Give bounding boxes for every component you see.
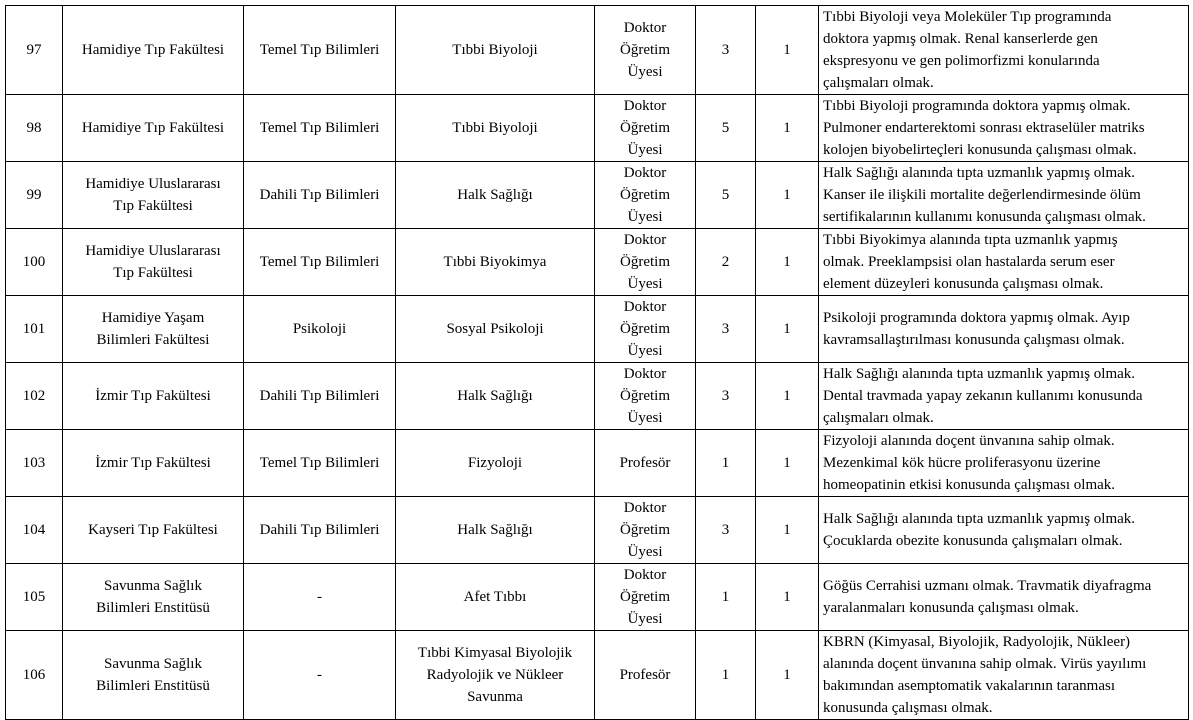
title-line: Doktor <box>623 500 667 516</box>
department-cell: - <box>244 564 396 631</box>
title-line: Öğretim <box>620 187 670 203</box>
title-line: Doktor <box>623 567 667 583</box>
count-cell: 3 <box>696 497 756 564</box>
table-row <box>6 162 1189 229</box>
row-number: 103 <box>6 430 63 497</box>
field-line: Halk Sağlığı <box>457 187 533 203</box>
row-number: 98 <box>6 95 63 162</box>
department-cell: Dahili Tıp Bilimleri <box>244 363 396 430</box>
title-line: Öğretim <box>620 321 670 337</box>
faculty-line: Hamidiye Tıp Fakültesi <box>81 42 225 58</box>
field-cell <box>396 564 595 631</box>
row-number: 104 <box>6 497 63 564</box>
field-line: Savunma <box>467 689 523 705</box>
title-line: Doktor <box>623 299 667 315</box>
department-cell: - <box>244 631 396 720</box>
requirement-line: Çocuklarda obezite konusunda çalışmaları olmak. <box>823 533 1123 549</box>
requirement-line: çalışmaları olmak. <box>823 75 934 91</box>
requirement-line: Dental travmada yapay zekanın kullanımı konusunda <box>823 388 1143 404</box>
title-line: Öğretim <box>620 589 670 605</box>
title-line: Doktor <box>623 165 667 181</box>
requirement-cell <box>819 6 1189 95</box>
table-row <box>6 497 1189 564</box>
field-cell <box>396 430 595 497</box>
requirement-line: Halk Sağlığı alanında tıpta uzmanlık yapmış olmak. <box>823 511 1136 527</box>
table-row <box>6 95 1189 162</box>
title-line: Üyesi <box>627 276 663 292</box>
requirement-cell <box>819 229 1189 296</box>
faculty-line: Savunma Sağlık <box>104 656 202 672</box>
requirement-line: çalışmaları olmak. <box>823 410 934 426</box>
field-line: Tıbbi Biyoloji <box>452 42 538 58</box>
requirement-line: homeopatinin etkisi konusunda çalışması olmak. <box>823 477 1116 493</box>
requirement-line: Göğüs Cerrahisi uzmanı olmak. Travmatik diyafragma <box>823 578 1152 594</box>
field-cell <box>396 631 595 720</box>
title-line: Üyesi <box>627 209 663 225</box>
requirement-line: Halk Sağlığı alanında tıpta uzmanlık yapmış olmak. <box>823 366 1136 382</box>
requirement-line: bakımından asemptomatik vakalarının taranması <box>823 678 1115 694</box>
table-row <box>6 430 1189 497</box>
requirement-line: yaralanmaları konusunda çalışması olmak. <box>823 600 1079 616</box>
requirement-line: Fizyoloji alanında doçent ünvanına sahip olmak. <box>823 433 1115 449</box>
requirement-line: Tıbbi Biyokimya alanında tıpta uzmanlık yapmış <box>823 232 1118 248</box>
row-number: 99 <box>6 162 63 229</box>
row-number: 102 <box>6 363 63 430</box>
count-cell: 2 <box>696 229 756 296</box>
field-cell <box>396 229 595 296</box>
requirement-line: element düzeyleri konusunda çalışması olmak. <box>823 276 1104 292</box>
row-number: 101 <box>6 296 63 363</box>
requirement-cell <box>819 564 1189 631</box>
requirement-line: olmak. Preeklampsisi olan hastalarda serum eser <box>823 254 1115 270</box>
count-cell: 1 <box>696 631 756 720</box>
count-cell: 3 <box>696 6 756 95</box>
title-line: Doktor <box>623 232 667 248</box>
field-cell <box>396 95 595 162</box>
count-cell: 1 <box>756 296 819 363</box>
count-cell: 5 <box>696 162 756 229</box>
faculty-cell <box>63 363 244 430</box>
faculty-line: Hamidiye Tıp Fakültesi <box>81 120 225 136</box>
title-line: Üyesi <box>627 343 663 359</box>
title-line: Üyesi <box>627 544 663 560</box>
faculty-cell <box>63 229 244 296</box>
count-cell: 1 <box>756 95 819 162</box>
requirement-line: Mezenkimal kök hücre proliferasyonu üzerine <box>823 455 1101 471</box>
requirement-cell <box>819 631 1189 720</box>
field-line: Sosyal Psikoloji <box>446 321 544 337</box>
title-line: Öğretim <box>620 42 670 58</box>
table-row <box>6 363 1189 430</box>
row-number: 97 <box>6 6 63 95</box>
requirement-line: ekspresyonu ve gen polimorfizmi konularında <box>823 53 1100 69</box>
faculty-cell <box>63 95 244 162</box>
department-cell: Dahili Tıp Bilimleri <box>244 497 396 564</box>
title-cell <box>595 363 696 430</box>
faculty-line: Kayseri Tıp Fakültesi <box>88 522 218 538</box>
department-cell: Temel Tıp Bilimleri <box>244 229 396 296</box>
title-cell <box>595 229 696 296</box>
field-line: Afet Tıbbı <box>463 589 527 605</box>
faculty-line: Tıp Fakültesi <box>113 265 193 281</box>
faculty-line: Hamidiye Uluslararası <box>85 243 221 259</box>
count-cell: 1 <box>696 430 756 497</box>
field-line: Tıbbi Biyoloji <box>452 120 538 136</box>
requirement-cell <box>819 363 1189 430</box>
requirement-line: Pulmoner endarterektomi sonrası ektraselüler matriks <box>823 120 1145 136</box>
requirement-line: kavramsallaştırılması konusunda çalışması olmak. <box>823 332 1125 348</box>
title-cell <box>595 631 696 720</box>
count-cell: 1 <box>756 162 819 229</box>
title-line: Profesör <box>619 455 671 471</box>
field-cell <box>396 296 595 363</box>
count-cell: 1 <box>756 497 819 564</box>
title-cell <box>595 497 696 564</box>
faculty-line: İzmir Tıp Fakültesi <box>95 455 211 471</box>
count-cell: 1 <box>756 631 819 720</box>
faculty-line: Bilimleri Fakültesi <box>96 332 210 348</box>
count-cell: 3 <box>696 296 756 363</box>
field-line: Radyolojik ve Nükleer <box>426 667 564 683</box>
faculty-cell <box>63 162 244 229</box>
faculty-cell <box>63 497 244 564</box>
field-line: Halk Sağlığı <box>457 522 533 538</box>
faculty-cell <box>63 296 244 363</box>
title-line: Öğretim <box>620 254 670 270</box>
title-line: Üyesi <box>627 611 663 627</box>
title-line: Profesör <box>619 667 671 683</box>
table-row <box>6 564 1189 631</box>
field-line: Halk Sağlığı <box>457 388 533 404</box>
count-cell: 1 <box>756 430 819 497</box>
requirement-line: doktora yapmış olmak. Renal kanserlerde gen <box>823 31 1098 47</box>
title-cell <box>595 296 696 363</box>
title-line: Doktor <box>623 366 667 382</box>
requirement-cell <box>819 497 1189 564</box>
department-cell: Temel Tıp Bilimleri <box>244 95 396 162</box>
requirement-line: Tıbbi Biyoloji veya Moleküler Tıp programında <box>823 9 1112 25</box>
requirement-line: Kanser ile ilişkili mortalite değerlendirmesinde ölüm <box>823 187 1141 203</box>
title-line: Doktor <box>623 98 667 114</box>
table-row <box>6 631 1189 720</box>
requirement-line: kolojen biyobelirteçleri konusunda çalışması olmak. <box>823 142 1137 158</box>
field-line: Fizyoloji <box>467 455 523 471</box>
faculty-cell <box>63 430 244 497</box>
faculty-line: Bilimleri Enstitüsü <box>96 600 210 616</box>
requirement-cell <box>819 430 1189 497</box>
title-cell <box>595 564 696 631</box>
count-cell: 1 <box>756 363 819 430</box>
title-line: Doktor <box>623 20 667 36</box>
field-line: Tıbbi Kimyasal Biyolojik <box>417 645 573 661</box>
count-cell: 1 <box>756 564 819 631</box>
requirement-cell <box>819 162 1189 229</box>
count-cell: 1 <box>696 564 756 631</box>
faculty-line: Savunma Sağlık <box>104 578 202 594</box>
department-cell: Psikoloji <box>244 296 396 363</box>
title-line: Üyesi <box>627 142 663 158</box>
count-cell: 1 <box>756 229 819 296</box>
requirement-line: Tıbbi Biyoloji programında doktora yapmış olmak. <box>823 98 1131 114</box>
title-cell <box>595 95 696 162</box>
department-cell: Dahili Tıp Bilimleri <box>244 162 396 229</box>
requirement-line: KBRN (Kimyasal, Biyolojik, Radyolojik, Nükleer) <box>823 634 1131 650</box>
requirement-line: Halk Sağlığı alanında tıpta uzmanlık yapmış olmak. <box>823 165 1136 181</box>
requirement-line: konusunda çalışması olmak. <box>823 700 993 716</box>
field-cell <box>396 363 595 430</box>
field-line: Tıbbi Biyokimya <box>443 254 547 270</box>
department-cell: Temel Tıp Bilimleri <box>244 6 396 95</box>
faculty-line: Tıp Fakültesi <box>113 198 193 214</box>
field-cell <box>396 497 595 564</box>
requirement-line: Psikoloji programında doktora yapmış olmak. Ayıp <box>823 310 1130 326</box>
requirement-line: alanında doçent ünvanına sahip olmak. Virüs yayılımı <box>823 656 1147 672</box>
title-line: Üyesi <box>627 64 663 80</box>
title-cell <box>595 430 696 497</box>
count-cell: 5 <box>696 95 756 162</box>
faculty-cell <box>63 564 244 631</box>
positions-table <box>5 5 1189 720</box>
title-cell <box>595 162 696 229</box>
faculty-line: Hamidiye Uluslararası <box>85 176 221 192</box>
requirement-cell <box>819 95 1189 162</box>
title-line: Öğretim <box>620 388 670 404</box>
title-line: Öğretim <box>620 522 670 538</box>
field-cell <box>396 162 595 229</box>
title-cell <box>595 6 696 95</box>
requirement-line: sertifikalarının kullanımı konusunda çalışması olmak. <box>823 209 1146 225</box>
row-number: 100 <box>6 229 63 296</box>
department-cell: Temel Tıp Bilimleri <box>244 430 396 497</box>
faculty-cell <box>63 6 244 95</box>
requirement-cell <box>819 296 1189 363</box>
row-number: 105 <box>6 564 63 631</box>
count-cell: 1 <box>756 6 819 95</box>
count-cell: 3 <box>696 363 756 430</box>
faculty-cell <box>63 631 244 720</box>
row-number: 106 <box>6 631 63 720</box>
title-line: Üyesi <box>627 410 663 426</box>
field-cell <box>396 6 595 95</box>
table-row <box>6 6 1189 95</box>
faculty-line: İzmir Tıp Fakültesi <box>95 388 211 404</box>
title-line: Öğretim <box>620 120 670 136</box>
faculty-line: Hamidiye Yaşam <box>101 310 205 326</box>
faculty-line: Bilimleri Enstitüsü <box>96 678 210 694</box>
table-row <box>6 229 1189 296</box>
table-row <box>6 296 1189 363</box>
